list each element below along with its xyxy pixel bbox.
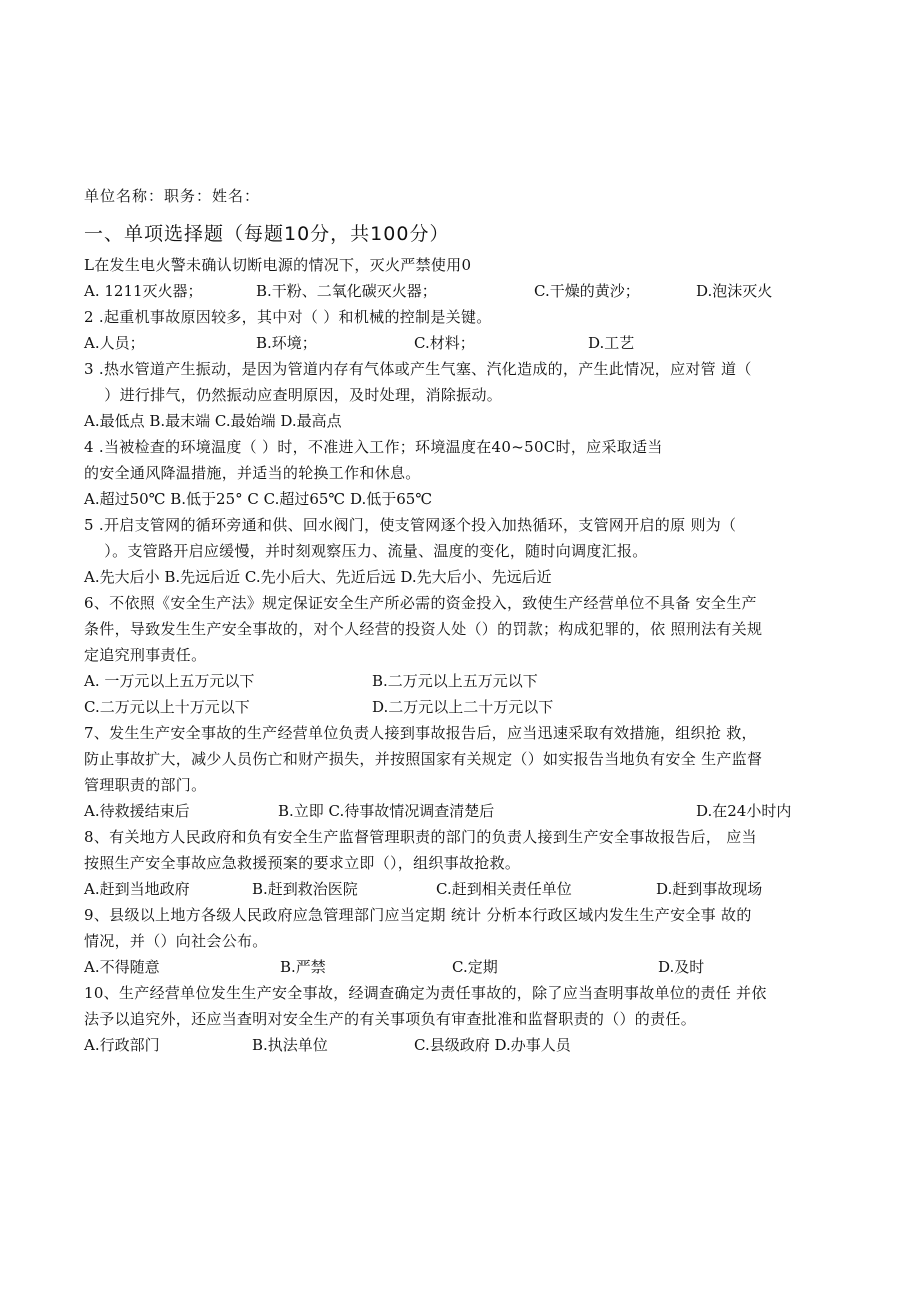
question-3-stem-line-2: ）进行排气，仍然振动应查明原因，及时处理，消除振动。 xyxy=(84,386,503,404)
option-c-d: C.县级政府 D.办事人员 xyxy=(414,1036,571,1054)
question-1-options xyxy=(84,278,844,304)
question-2 xyxy=(84,304,844,356)
question-6-options-row-1 xyxy=(84,668,844,694)
option-a: A.待救援结束后 xyxy=(84,802,190,820)
question-6-stem-line-3: 定追究刑事责任。 xyxy=(84,646,207,664)
option-b: B.严禁 xyxy=(280,958,326,976)
question-5-stem-line-2: ）。支管路开启应缓慢，并时刻观察压力、流量、温度的变化，随时向调度汇报。 xyxy=(84,542,648,560)
question-7-options xyxy=(84,798,844,824)
option-c: C.干燥的黄沙； xyxy=(534,282,640,300)
question-10-stem-line-1: 10、生产经营单位发生生产安全事故，经调查确定为责任事故的，除了应当查明事故单位的责任 并依 xyxy=(84,984,767,1002)
info-line: 单位名称：职务：姓名： xyxy=(84,187,261,205)
question-9-options xyxy=(84,954,844,980)
question-8-options xyxy=(84,876,844,902)
option-d: D.二万元以上二十万元以下 xyxy=(372,698,554,716)
option-b: B.赶到救治医院 xyxy=(252,880,358,898)
question-6-stem-line-2: 条件，导致发生生产安全事故的，对个人经营的投资人处（）的罚款；构成犯罪的，依 照刑法有关规 xyxy=(84,620,763,638)
question-2-stem: 2 .起重机事故原因较多，其中对（ ）和机械的控制是关键。 xyxy=(84,308,492,326)
option-a: A. 一万元以上五万元以下 xyxy=(84,672,255,690)
question-6 xyxy=(84,590,844,720)
option-d: D.工艺 xyxy=(588,334,635,352)
option-c: C.赶到相关责任单位 xyxy=(436,880,572,898)
option-c: C.二万元以上十万元以下 xyxy=(84,698,250,716)
question-8-stem-line-1: 8、有关地方人民政府和负有安全生产监督管理职责的部门的负责人接到生产安全事故报告后， 应当 xyxy=(84,828,757,846)
option-c: C.材料； xyxy=(414,334,475,352)
option-d: D.及时 xyxy=(658,958,705,976)
question-5 xyxy=(84,512,844,590)
option-b: B.环境； xyxy=(256,334,317,352)
question-list xyxy=(84,252,844,1058)
question-1 xyxy=(84,252,844,304)
question-6-stem-line-1: 6、不依照《安全生产法》规定保证安全生产所必需的资金投入，致使生产经营单位不具备 安全生产 xyxy=(84,594,757,612)
option-c: C.定期 xyxy=(452,958,498,976)
question-8 xyxy=(84,824,844,902)
option-b: B.干粉、二氧化碳灭火器； xyxy=(256,282,437,300)
option-d: D.在24小时内 xyxy=(696,802,792,820)
option-b: B.执法单位 xyxy=(252,1036,328,1054)
question-4-stem-line-2: 的安全通风降温措施，并适当的轮换工作和休息。 xyxy=(84,464,421,482)
question-10-options xyxy=(84,1032,844,1058)
option-b-c: B.立即 C.待事故情况调查清楚后 xyxy=(278,802,495,820)
question-5-options: A.先大后小 B.先远后近 C.先小后大、先近后远 D.先大后小、先远后近 xyxy=(84,568,552,586)
question-5-stem-line-1: 5 .开启支管网的循环旁通和供、回水阀门，使支管网逐个投入加热循环，支管网开启的原 则为（ xyxy=(84,516,737,534)
section-title: 一、单项选择题（每题10分，共100分） xyxy=(84,223,450,245)
question-9-stem-line-2: 情况，并（）向社会公布。 xyxy=(84,932,268,950)
option-b: B.二万元以上五万元以下 xyxy=(372,672,538,690)
question-9-stem-line-1: 9、县级以上地方各级人民政府应急管理部门应当定期 统计 分析本行政区域内发生生产安全事 故的 xyxy=(84,906,752,924)
question-7 xyxy=(84,720,844,824)
option-d: D.赶到事故现场 xyxy=(656,880,763,898)
question-2-options xyxy=(84,330,844,356)
question-4-options: A.超过50℃ B.低于25° C C.超过65℃ D.低于65℃ xyxy=(84,490,433,508)
question-7-stem-line-3: 管理职责的部门。 xyxy=(84,776,207,794)
question-3 xyxy=(84,356,844,434)
option-d: D.泡沫灭火 xyxy=(696,282,773,300)
option-a: A.不得随意 xyxy=(84,958,160,976)
question-4-stem-line-1: 4 .当被检查的环境温度（ ）时，不准进入工作；环境温度在40~50C时，应采取适当 xyxy=(84,438,663,456)
option-a: A.赶到当地政府 xyxy=(84,880,190,898)
question-7-stem-line-2: 防止事故扩大，减少人员伤亡和财产损失，并按照国家有关规定（）如实报告当地负有安全 生产监督 xyxy=(84,750,763,768)
question-3-stem-line-1: 3 .热水管道产生振动，是因为管道内存有气体或产生气塞、汽化造成的，产生此情况，应对管 道（ xyxy=(84,360,752,378)
question-6-options-row-2 xyxy=(84,694,844,720)
question-9 xyxy=(84,902,844,980)
question-7-stem-line-1: 7、发生生产安全事故的生产经营单位负责人接到事故报告后，应当迅速采取有效措施，组织抢 救， xyxy=(84,724,757,742)
question-1-stem: L在发生电火警未确认切断电源的情况下，灭火严禁使用0 xyxy=(84,256,472,274)
question-3-options: A.最低点 B.最末端 C.最始端 D.最高点 xyxy=(84,412,342,430)
question-10 xyxy=(84,980,844,1058)
question-4 xyxy=(84,434,844,512)
option-a: A.行政部门 xyxy=(84,1036,160,1054)
option-a: A.人员； xyxy=(84,334,145,352)
question-8-stem-line-2: 按照生产安全事故应急救援预案的要求立即（），组织事故抢救。 xyxy=(84,854,521,872)
option-a: A. 1211灭火器； xyxy=(84,282,203,300)
question-10-stem-line-2: 法予以追究外，还应当查明对安全生产的有关事项负有审查批准和监督职责的（）的责任。 xyxy=(84,1010,697,1028)
